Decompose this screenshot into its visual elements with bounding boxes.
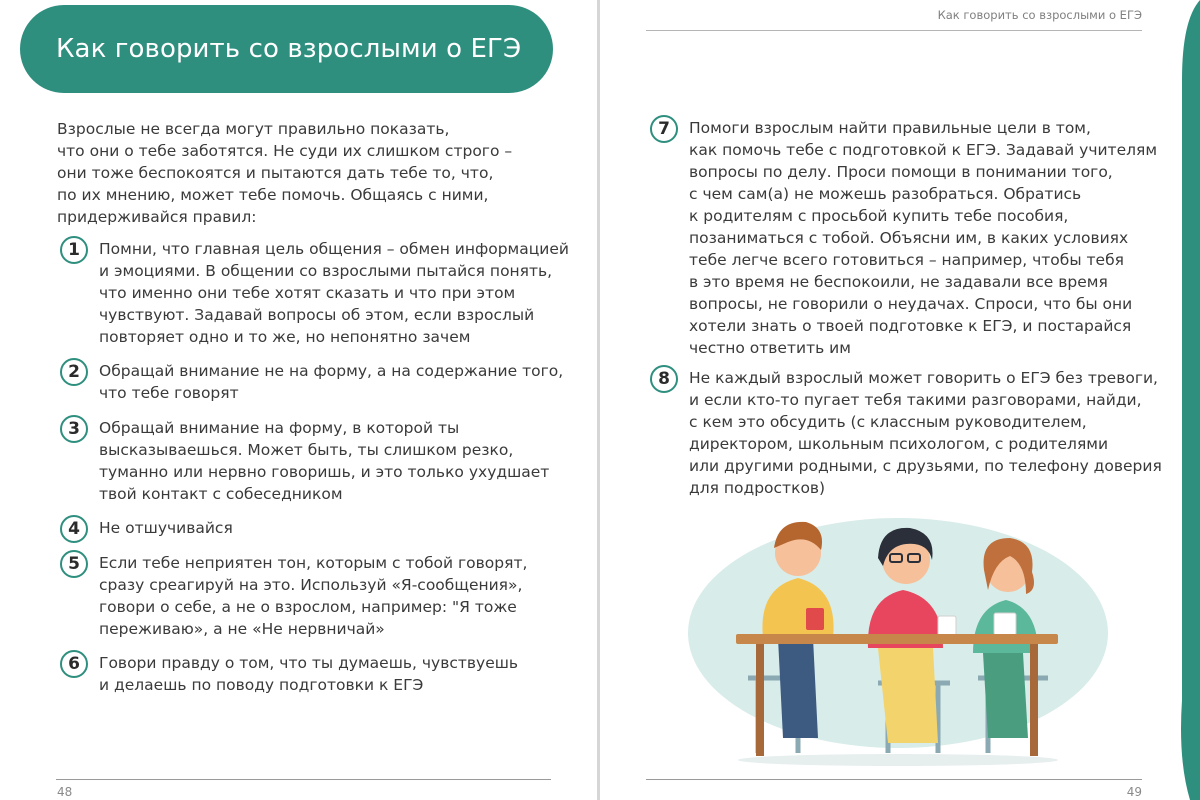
tip-text — [99, 360, 563, 404]
tip-line: и эмоциями. В общении со взрослыми пытайся понять, — [99, 262, 553, 280]
tip-number-badge: 2 — [60, 358, 88, 386]
tip-line: переживаю», а не «Не нервничай» — [99, 620, 385, 638]
tip-line: Помоги взрослым найти правильные цели в том, — [689, 119, 1091, 137]
tip-line: высказываешься. Может быть, ты слишком резко, — [99, 441, 514, 459]
tip-line: Если тебе неприятен тон, которым с тобой говорят, — [99, 554, 528, 572]
page-number: 48 — [57, 785, 73, 799]
tip-line: с чем сам(а) не можешь разобраться. Обратись — [689, 185, 1082, 203]
tip-line: Говори правду о том, что ты думаешь, чувствуешь — [99, 654, 519, 672]
tip-line: хотели знать о твоей подготовке к ЕГЭ, и постарайся — [689, 317, 1132, 335]
tip-number-badge: 4 — [60, 515, 88, 543]
floor-shadow — [738, 754, 1058, 766]
mug-red — [806, 608, 824, 630]
title-banner — [20, 5, 553, 93]
tip-line: вопросы, не говорили о неудачах. Спроси, что бы они — [689, 295, 1133, 313]
tip-line: чувствуют. Задавай вопросы об этом, если взрослый — [99, 306, 535, 324]
tip-text — [99, 417, 549, 505]
illustration-three-people-at-table — [688, 498, 1108, 778]
tip-text — [99, 238, 569, 348]
tip-line: Обращай внимание не на форму, а на содержание того, — [99, 362, 564, 380]
tip-line: директором, школьным психологом, с родителями — [689, 435, 1109, 453]
tip-line: позаниматься с тобой. Объясни им, в каких условиях — [689, 229, 1129, 247]
intro-line: что они о тебе заботятся. Не суди их слишком строго – — [57, 142, 513, 160]
tip-line: честно ответить им — [689, 339, 851, 357]
tip-text — [99, 517, 233, 539]
tip-line: Не каждый взрослый может говорить о ЕГЭ без тревоги, — [689, 369, 1158, 387]
tip-line: и если кто-то пугает тебя такими разговорами, найди, — [689, 391, 1142, 409]
intro-line: придерживайся правил: — [57, 208, 257, 226]
tip-number-badge: 7 — [650, 115, 678, 143]
tip-line: говори о себе, а не о взрослом, например: "Я тоже — [99, 598, 517, 616]
tip-line: повторяет одно и то же, но непонятно зачем — [99, 328, 471, 346]
running-head: Как говорить со взрослыми о ЕГЭ — [937, 8, 1142, 22]
intro-line: они тоже беспокоятся и пытаются дать тебе то, что, — [57, 164, 494, 182]
tip-number-badge: 1 — [60, 236, 88, 264]
tip-line: тебе легче всего готовиться – например, чтобы тебя — [689, 251, 1124, 269]
footer-rule — [646, 779, 1142, 780]
right-page — [602, 0, 1200, 800]
tip-line: туманно или нервно говоришь, и это только ухудшает — [99, 463, 550, 481]
tip-line: вопросы по делу. Проси помощи в понимании того, — [689, 163, 1113, 181]
tip-line: сразу среагируй на это. Используй «Я-сообщения», — [99, 576, 523, 594]
tip-line: Помни, что главная цель общения – обмен информацией — [99, 240, 569, 258]
tip-line: с кем это обсудить (с классным руководителем, — [689, 413, 1087, 431]
tip-text — [99, 652, 518, 696]
intro-paragraph — [57, 118, 567, 228]
tip-line: к родителям с просьбой купить тебе пособия, — [689, 207, 1069, 225]
tip-line: для подростков) — [689, 479, 826, 497]
intro-line: Взрослые не всегда могут правильно показать, — [57, 120, 450, 138]
tip-number-badge: 6 — [60, 650, 88, 678]
tip-number-badge: 5 — [60, 550, 88, 578]
page-title: Как говорить со взрослыми о ЕГЭ — [56, 34, 522, 64]
page-fold — [597, 0, 600, 800]
mug-white — [994, 613, 1016, 635]
intro-line: по их мнению, может тебе помочь. Общаясь с ними, — [57, 186, 489, 204]
footer-rule — [56, 779, 551, 780]
tip-text — [99, 552, 527, 640]
tip-text — [689, 367, 1162, 499]
tip-line: Обращай внимание на форму, в которой ты — [99, 419, 460, 437]
page-number: 49 — [1126, 785, 1142, 799]
tip-number-badge: 3 — [60, 415, 88, 443]
tip-line: Не отшучивайся — [99, 519, 233, 537]
tip-line: твой контакт с собеседником — [99, 485, 343, 503]
tip-line: и делаешь по поводу подготовки к ЕГЭ — [99, 676, 424, 694]
page-edge-strip — [1178, 0, 1200, 800]
tip-number-badge: 8 — [650, 365, 678, 393]
tip-line: в это время не беспокоили, не задавали все время — [689, 273, 1108, 291]
header-rule — [646, 30, 1142, 31]
mug-white — [938, 616, 956, 636]
tip-text — [689, 117, 1157, 359]
tip-line: что именно они тебе хотят сказать и что при этом — [99, 284, 516, 302]
left-page — [0, 0, 598, 800]
tip-line: что тебе говорят — [99, 384, 239, 402]
tip-line: как помочь тебе с подготовкой к ЕГЭ. Задавай учителям — [689, 141, 1158, 159]
tip-line: или другими родными, с друзьями, по телефону доверия — [689, 457, 1162, 475]
